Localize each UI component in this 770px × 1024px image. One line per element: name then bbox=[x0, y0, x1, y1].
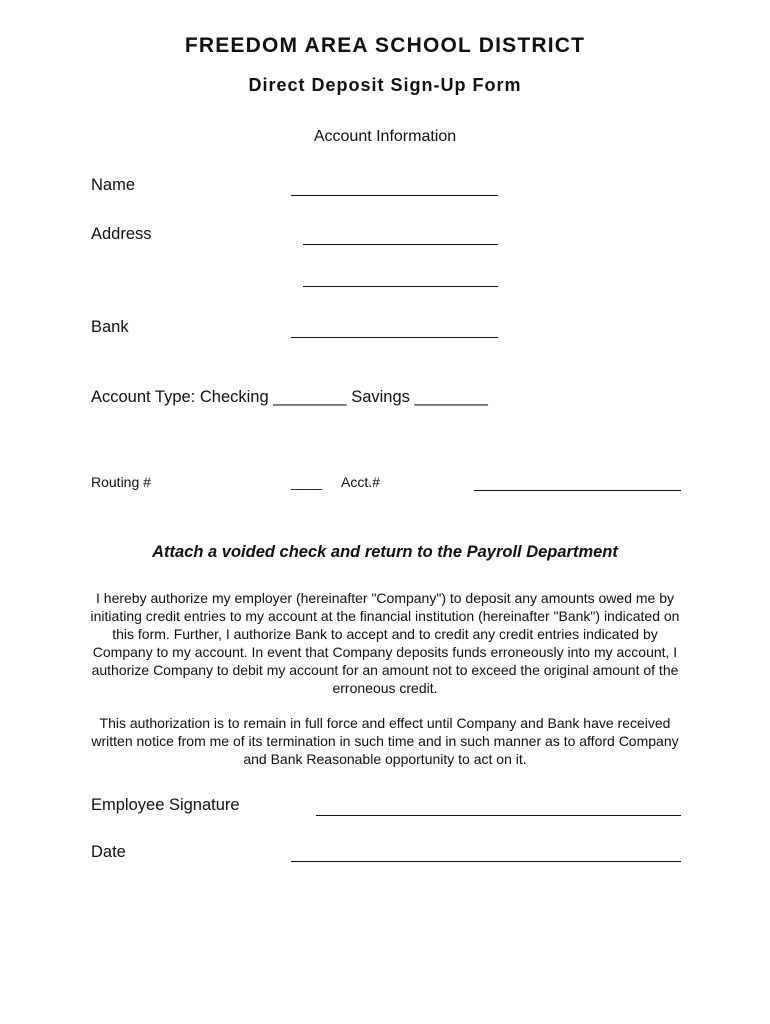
signature-line[interactable] bbox=[316, 815, 681, 816]
termination-paragraph: This authorization is to remain in full force and effect until Company and Bank have received written notice from me of its termination in such time and in such manner as to afford Company and Bank Reasonable opportunity to act on it. bbox=[91, 715, 679, 767]
address-line-1[interactable] bbox=[303, 244, 498, 245]
form-title: Direct Deposit Sign-Up Form bbox=[248, 75, 522, 95]
bank-line[interactable] bbox=[291, 337, 498, 338]
acct-line[interactable] bbox=[474, 490, 681, 491]
date-label: Date bbox=[91, 843, 126, 861]
district-title: FREEDOM AREA SCHOOL DISTRICT bbox=[184, 34, 586, 57]
authorization-paragraph: I hereby authorize my employer (hereinafter "Company") to deposit any amounts owed me by initiating credit entries to my account at the financial institution (hereinafter "Bank") indicated on this form. Further, I authorize Bank to accept and to credit any credit entries indicated by Company to my account. In event that Company deposits funds erroneously into my account, I authorize Company to debit my account for an amount not to exceed the original amount of the erroneous credit. bbox=[90, 590, 680, 696]
bank-label: Bank bbox=[91, 318, 129, 336]
routing-label: Routing # bbox=[91, 474, 151, 490]
address-label: Address bbox=[91, 225, 152, 243]
account-type-line[interactable]: Account Type: Checking ________ Savings ________ bbox=[91, 388, 488, 406]
name-label: Name bbox=[91, 176, 136, 194]
section-heading: Account Information bbox=[313, 128, 457, 145]
address-line-2[interactable] bbox=[303, 286, 498, 287]
employee-signature-label: Employee Signature bbox=[91, 796, 240, 814]
attach-check-instruction: Attach a voided check and return to the Payroll Department bbox=[152, 543, 618, 561]
acct-label: Acct.# bbox=[341, 474, 380, 490]
name-line[interactable] bbox=[291, 195, 498, 196]
routing-blank[interactable]: ____ bbox=[291, 474, 323, 490]
date-line[interactable] bbox=[291, 861, 681, 862]
